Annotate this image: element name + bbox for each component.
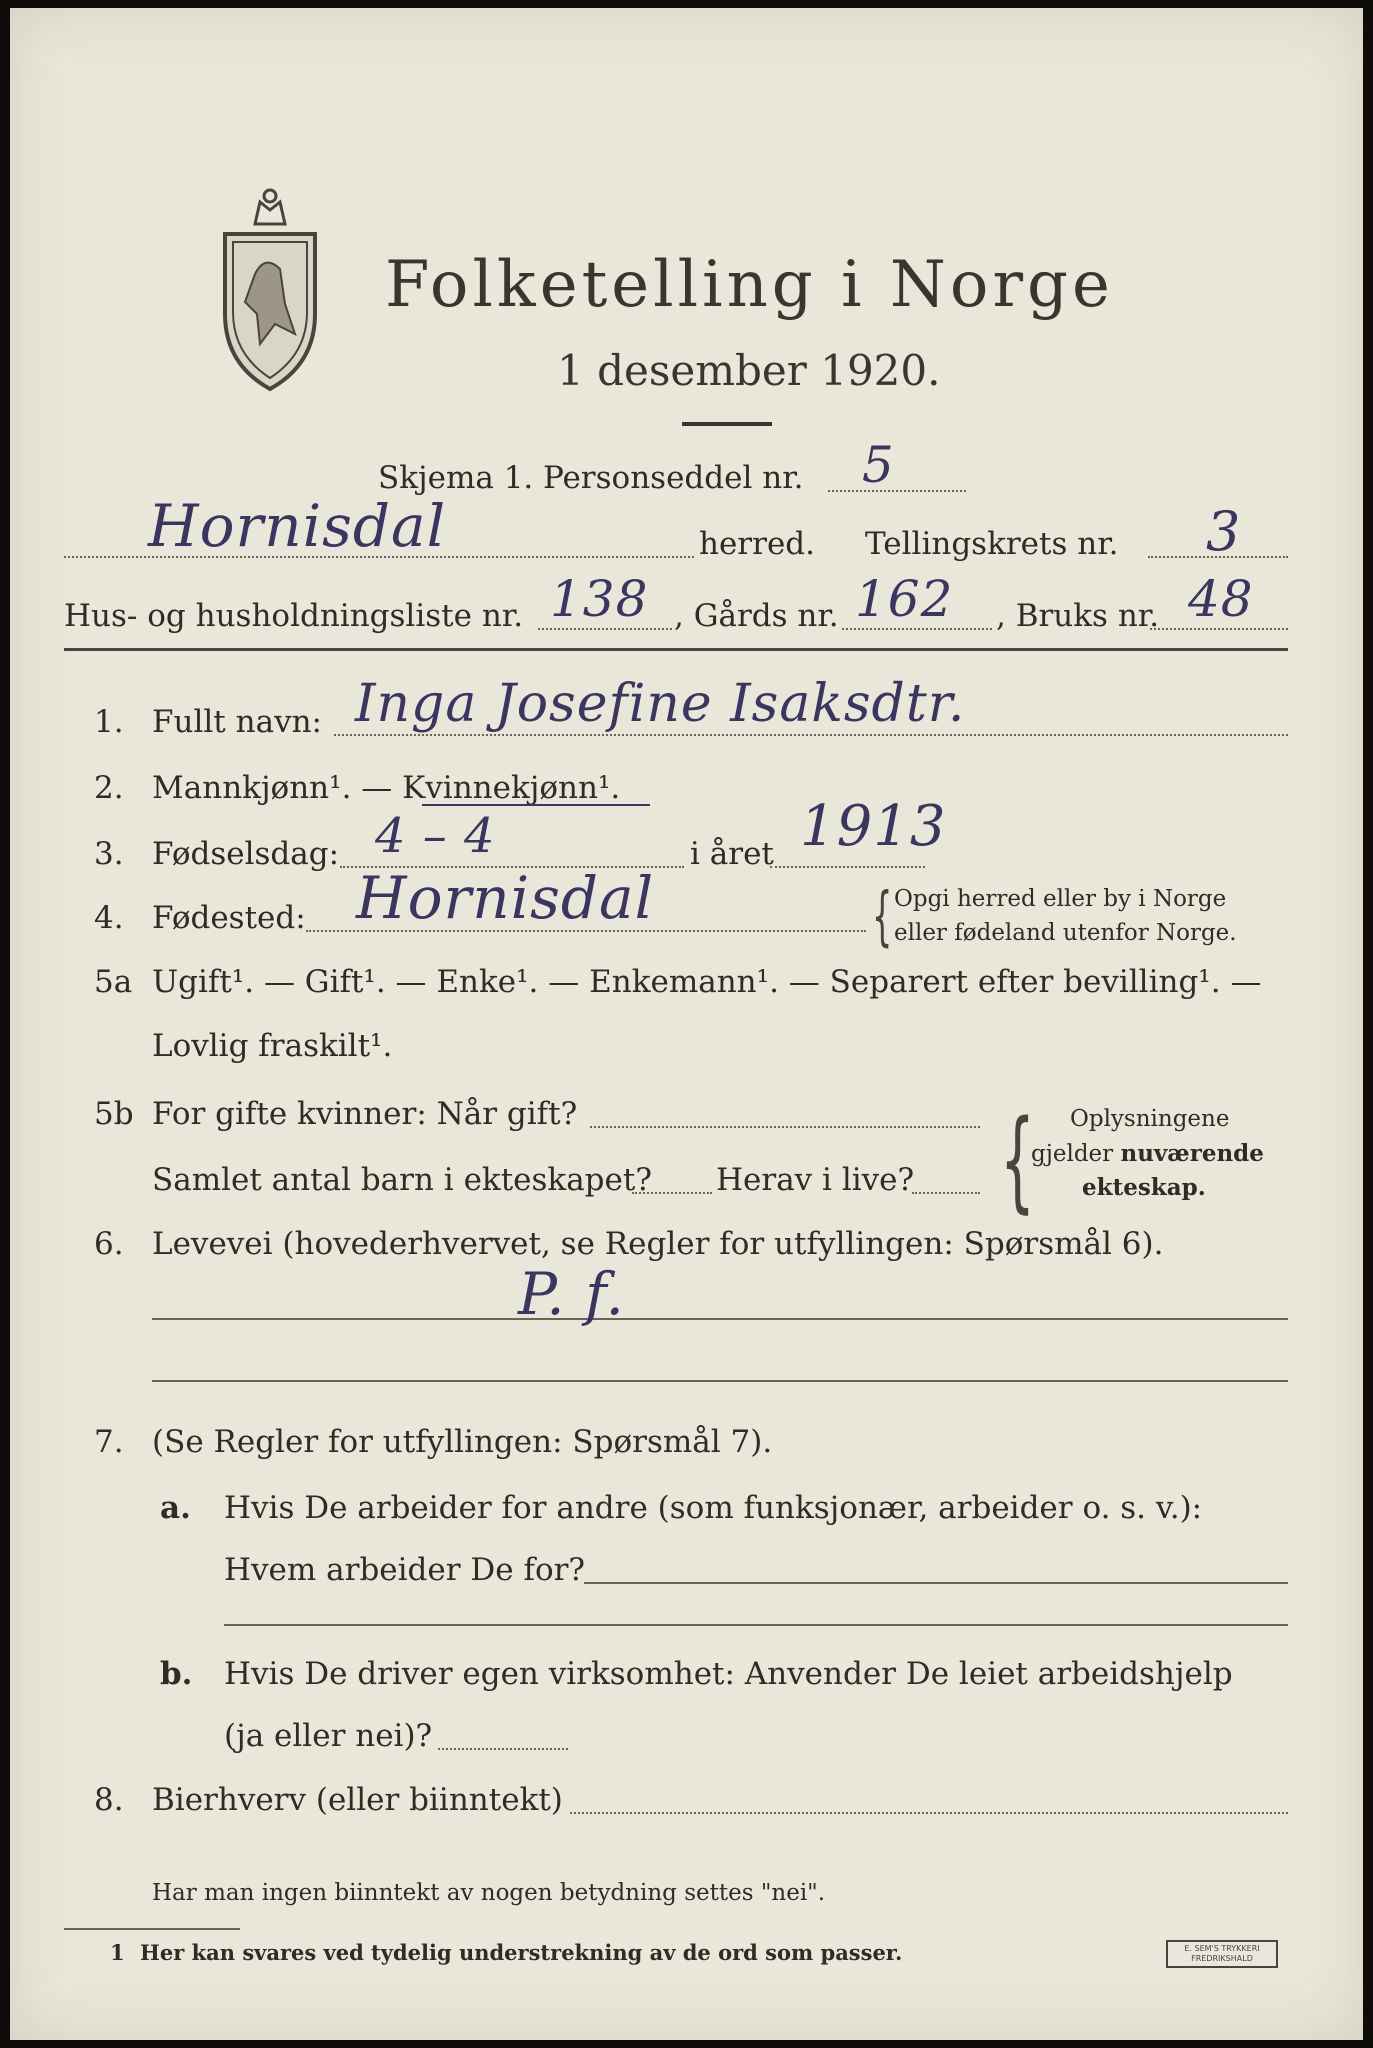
bruks-label: , Bruks nr. bbox=[996, 598, 1160, 634]
census-form-sheet bbox=[10, 8, 1363, 2040]
norway-coat-of-arms-icon bbox=[215, 184, 325, 394]
q7b-letter: b. bbox=[160, 1656, 193, 1692]
q8-number: 8. bbox=[94, 1782, 124, 1818]
footnote-text: Her kan svares ved tydelig understrekning av de ord som passer. bbox=[140, 1940, 903, 1965]
q4-label: Fødested: bbox=[152, 900, 306, 936]
q5b-note-gjelder: gjelder bbox=[1031, 1141, 1121, 1167]
q6-line2 bbox=[152, 1380, 1288, 1382]
q6-occupation-value: P. f. bbox=[518, 1260, 625, 1328]
q5b-married-line bbox=[590, 1126, 980, 1128]
q1-line bbox=[334, 734, 1288, 736]
q5b-married-label: For gifte kvinner: Når gift? bbox=[152, 1096, 578, 1132]
q7a-question: Hvis De arbeider for andre (som funksjonær, arbeider o. s. v.): bbox=[224, 1490, 1203, 1526]
tellingskrets-value: 3 bbox=[1206, 500, 1242, 563]
q2-kvinnekjonn-underline bbox=[422, 804, 650, 806]
q5a-status-options-cont: Lovlig fraskilt¹. bbox=[152, 1028, 393, 1064]
q7b-question: Hvis De driver egen virksomhet: Anvender De leiet arbeidshjelp bbox=[224, 1656, 1233, 1692]
q8-label: Bierhverv (eller biinntekt) bbox=[152, 1782, 563, 1818]
q5b-note-line1: Oplysningene bbox=[1070, 1106, 1230, 1132]
gards-value: 162 bbox=[855, 570, 954, 628]
q1-fullname-value: Inga Josefine Isaksdtr. bbox=[355, 674, 966, 734]
skjema-label: Skjema 1. bbox=[378, 460, 534, 496]
q7a-employer-label: Hvem arbeider De for? bbox=[224, 1552, 586, 1588]
q5a-status-options: Ugift¹. — Gift¹. — Enke¹. — Enkemann¹. — Separert efter bevilling¹. — bbox=[152, 964, 1262, 1000]
q4-note-line1: Opgi herred eller by i Norge bbox=[894, 886, 1227, 912]
q5b-alive-label: Herav i live? bbox=[716, 1162, 915, 1198]
q7-label: (Se Regler for utfyllingen: Spørsmål 7). bbox=[152, 1424, 773, 1460]
q3-year-value: 1913 bbox=[800, 794, 947, 859]
q4-number: 4. bbox=[94, 900, 124, 936]
personseddel-label: Personseddel nr. bbox=[543, 460, 804, 496]
q4-brace: { bbox=[872, 880, 893, 954]
personseddel-value: 5 bbox=[862, 436, 895, 494]
q3-year-label: i året bbox=[690, 836, 774, 872]
footnote-rule bbox=[64, 1928, 240, 1930]
q6-number: 6. bbox=[94, 1226, 124, 1262]
q7a-employer-line bbox=[584, 1582, 1288, 1584]
footer-note: Har man ingen biinntekt av nogen betydning settes "nei". bbox=[152, 1880, 826, 1906]
hus-line bbox=[538, 628, 672, 630]
q2-number: 2. bbox=[94, 770, 124, 806]
q3-number: 3. bbox=[94, 836, 124, 872]
q6-label: Levevei (hovederhvervet, se Regler for utfyllingen: Spørsmål 6). bbox=[152, 1226, 1164, 1262]
q5b-number: 5b bbox=[94, 1096, 134, 1132]
q7b-line bbox=[438, 1748, 568, 1750]
title-divider bbox=[682, 422, 772, 426]
gards-line bbox=[842, 628, 992, 630]
q1-number: 1. bbox=[94, 704, 124, 740]
q8-line bbox=[570, 1812, 1288, 1814]
q1-label: Fullt navn: bbox=[152, 704, 322, 740]
herred-label: herred. bbox=[699, 526, 815, 562]
q5b-alive-line bbox=[912, 1192, 980, 1194]
q7a-extra-line bbox=[224, 1624, 1288, 1626]
q5b-note-line2 bbox=[1031, 1140, 1264, 1167]
bruks-line bbox=[1150, 628, 1288, 630]
q6-line1 bbox=[152, 1318, 1288, 1320]
q4-note-line2: eller fødeland utenfor Norge. bbox=[894, 920, 1237, 946]
gards-label: , Gårds nr. bbox=[674, 598, 839, 634]
hus-label: Hus- og husholdningsliste nr. bbox=[64, 598, 524, 634]
q5b-children-line bbox=[632, 1192, 712, 1194]
q4-birthplace-value: Hornisdal bbox=[356, 864, 655, 932]
q3-label: Fødselsdag: bbox=[152, 836, 340, 872]
q5b-note-line3: ekteskap. bbox=[1082, 1174, 1206, 1201]
printer-stamp: E. SEM'S TRYKKERI FREDRIKSHALD bbox=[1166, 1940, 1278, 1968]
form-title: Folketelling i Norge bbox=[385, 248, 1114, 322]
hus-value: 138 bbox=[550, 570, 649, 628]
q7a-letter: a. bbox=[160, 1490, 191, 1526]
tellingskrets-label: Tellingskrets nr. bbox=[865, 526, 1119, 562]
q5b-children-label: Samlet antal barn i ekteskapet? bbox=[152, 1162, 652, 1198]
footnote-number: 1 bbox=[110, 1940, 125, 1965]
bruks-value: 48 bbox=[1188, 570, 1254, 628]
census-date: 1 desember 1920. bbox=[557, 346, 941, 395]
header-rule bbox=[64, 648, 1288, 651]
personseddel-line bbox=[828, 490, 966, 492]
q2-gender-options: Mannkjønn¹. — Kvinnekjønn¹. bbox=[152, 770, 621, 806]
q3-birthdate-value: 4 – 4 bbox=[375, 808, 496, 864]
herred-value: Hornisdal bbox=[148, 492, 447, 560]
q5b-note-nuvaerende: nuværende bbox=[1120, 1140, 1264, 1167]
q7-number: 7. bbox=[94, 1424, 124, 1460]
q5a-number: 5a bbox=[94, 964, 133, 1000]
q7b-yes-no-label: (ja eller nei)? bbox=[224, 1718, 433, 1754]
q3-year-line bbox=[770, 866, 925, 868]
q5b-brace: { bbox=[1000, 1096, 1035, 1224]
